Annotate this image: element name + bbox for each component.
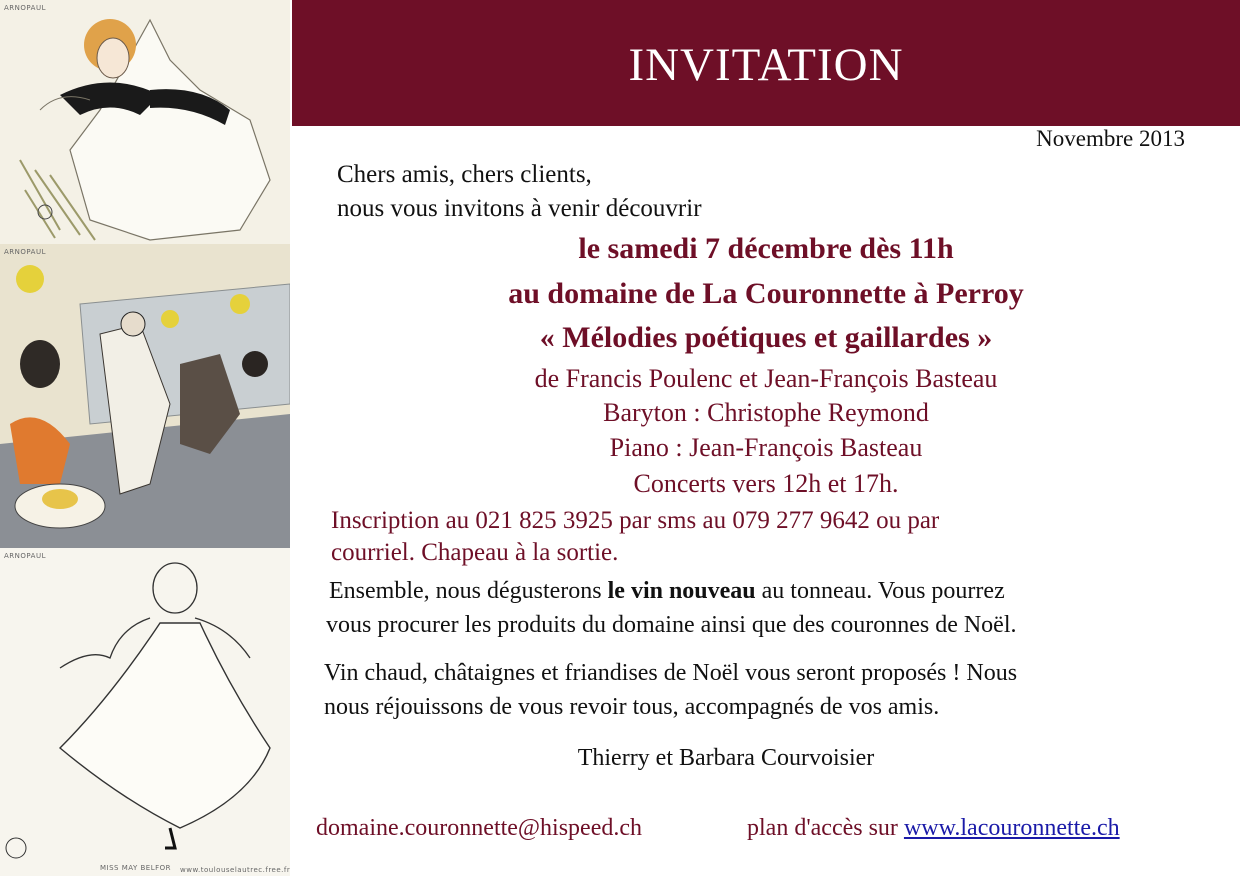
artwork-credit: ARNOPAUL (4, 248, 46, 256)
artwork-source: www.toulouselautrec.free.fr (180, 866, 290, 874)
inscription-line-1: Inscription au 021 825 3925 par sms au 079 277 9642 ou par (331, 507, 940, 534)
tasting-line-2: vous procurer les produits du domaine ainsi que des couronnes de Noël. (326, 612, 1017, 638)
artwork-dancer-top (0, 0, 290, 244)
extras-line-2: nous réjouissons de vous revoir tous, accompagnés de vos amis. (324, 694, 940, 720)
signature: Thierry et Barbara Courvoisier (577, 745, 875, 771)
access-plan (747, 815, 1120, 842)
greeting-line-2: nous vous invitons à venir découvrir (337, 195, 702, 222)
inscription-line-2: courriel. Chapeau à la sortie. (331, 539, 619, 566)
artwork-dancer-bottom (0, 548, 290, 876)
artwork-credit: ARNOPAUL (4, 552, 46, 560)
website-link[interactable]: www.lacouronnette.ch (903, 815, 1120, 841)
greeting-line-1: Chers amis, chers clients, (337, 161, 592, 188)
date-label: Novembre 2013 (1036, 126, 1185, 151)
event-piano: Piano : Jean-François Basteau (609, 433, 923, 462)
event-baryton: Baryton : Christophe Reymond (603, 398, 929, 427)
event-date: le samedi 7 décembre dès 11h (578, 232, 954, 265)
tasting-highlight: le vin nouveau (607, 578, 756, 604)
tasting-text-start: Ensemble, nous dégusterons (329, 578, 608, 604)
event-concerts: Concerts vers 12h et 17h. (633, 469, 899, 498)
event-location: au domaine de La Couronnette à Perroy (508, 277, 1024, 310)
header-banner (292, 0, 1240, 126)
artwork-caption: MISS MAY BELFOR (100, 864, 172, 872)
event-composers: de Francis Poulenc et Jean-François Basteau (534, 364, 998, 393)
artwork-credit: ARNOPAUL (4, 4, 46, 12)
contact-email[interactable]: domaine.couronnette@hispeed.ch (316, 815, 642, 841)
tasting-line-1 (329, 578, 1005, 605)
access-plan-label: plan d'accès sur (747, 815, 904, 841)
event-title: « Mélodies poétiques et gaillardes » (539, 321, 993, 354)
extras-line-1: Vin chaud, châtaignes et friandises de Noël vous seront proposés ! Nous (324, 660, 1018, 686)
invitation-title: INVITATION (628, 39, 904, 91)
tasting-text-end: au tonneau. Vous pourrez (755, 578, 1005, 604)
artwork-dancehall-middle (0, 244, 290, 548)
